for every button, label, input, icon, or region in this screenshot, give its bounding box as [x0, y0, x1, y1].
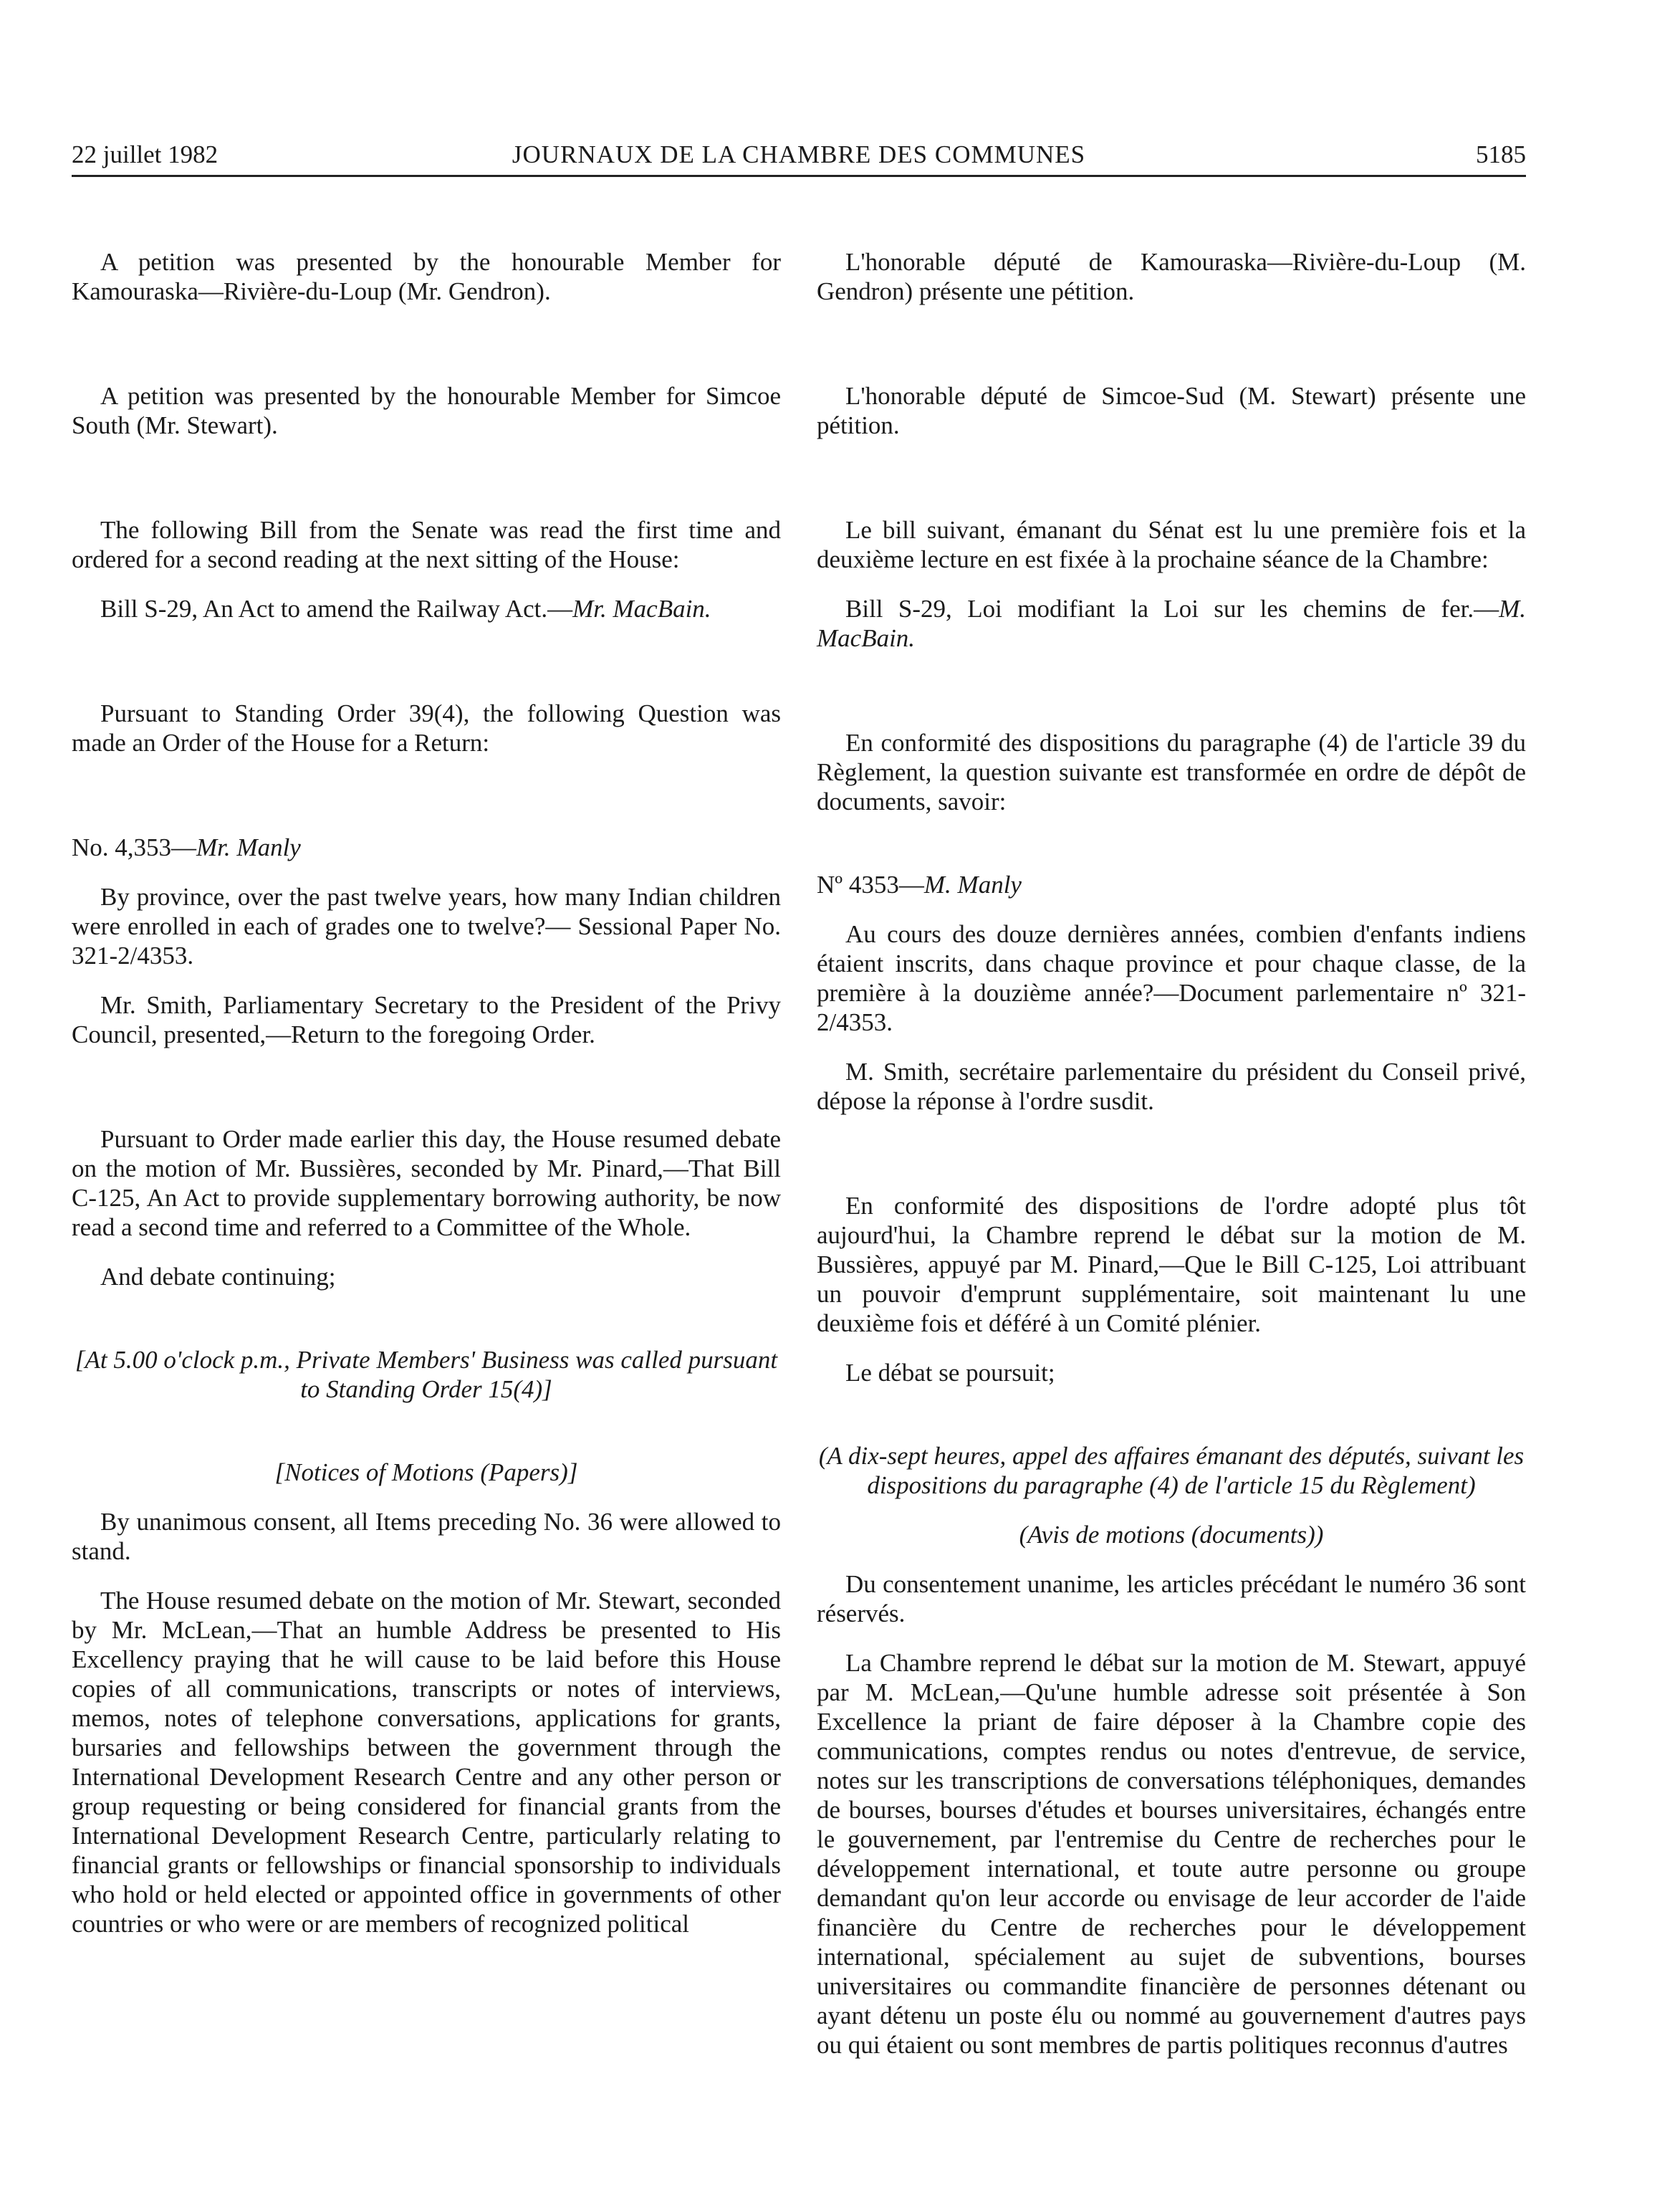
fr-bill-s29: [817, 594, 1526, 653]
en-unanimous-consent: By unanimous consent, all Items preceding No. 36 were allowed to stand.: [72, 1508, 781, 1565]
en-senate-bill-intro: The following Bill from the Senate was read the first time and ordered for a second reading at the next sitting of the House:: [72, 516, 781, 573]
fr-return-presented: M. Smith, secrétaire parlementaire du président du Conseil privé, dépose la réponse à l'ordre susdit.: [817, 1058, 1526, 1115]
fr-bill-s29-sponsor: M. MacBain.: [817, 595, 1526, 652]
english-column: [72, 247, 781, 1938]
en-petition-gendron: A petition was presented by the honourable Member for Kamouraska—Rivière-du-Loup (Mr. Gendron).: [72, 248, 781, 305]
fr-debate-bill-c125: En conformité des dispositions de l'ordre adopté plus tôt aujourd'hui, la Chambre reprend le débat sur la motion de M. Bussières, appuyé par M. Pinard,—Que le Bill C-125, Loi attribuant un pouvoir d'emprunt supplémentaire, soit maintenant lu une deuxième fois et déféré à un Comité plénier.: [817, 1192, 1526, 1337]
en-bill-s29: [72, 594, 781, 623]
en-question-member: Mr. Manly: [196, 833, 301, 861]
en-bill-s29-sponsor: Mr. MacBain.: [572, 595, 711, 623]
fr-bill-s29-text: Bill S-29, Loi modifiant la Loi sur les chemins de fer.—: [845, 595, 1499, 623]
en-motion-stewart: The House resumed debate on the motion of Mr. Stewart, seconded by Mr. McLean,—That an humble Address be presented to His Excellency praying that he will cause to be laid before this House copies of all communications, transcripts or notes of interviews, memos, notes of telephone conversations, applications for grants, bursaries and fellowships between the government through the International Development Research Centre and any other person or group requesting or being considered for financial grants from the International Development Research Centre, particularly relating to financial grants or fellowships or financial sponsorship to individuals who hold or held elected or appointed office in governments of other countries or who were or are members of recognized political: [72, 1587, 781, 1938]
fr-senate-bill-intro: Le bill suivant, émanant du Sénat est lu une première fois et la deuxième lecture en est fixée à la prochaine séance de la Chambre:: [817, 516, 1526, 573]
en-debate-bill-c125: Pursuant to Order made earlier this day, the House resumed debate on the motion of Mr. Bussières, seconded by Mr. Pinard,—That Bill C-125, An Act to provide supplementary borrowing authority, be now read a second time and referred to a Committee of the Whole.: [72, 1125, 781, 1241]
en-private-members-business: [At 5.00 o'clock p.m., Private Members' Business was called pursuant to Standing Order 15(4)]: [75, 1346, 778, 1403]
fr-petition-stewart: L'honorable député de Simcoe-Sud (M. Stewart) présente une pétition.: [817, 382, 1526, 439]
en-question-number: No. 4,353—: [72, 833, 197, 861]
fr-private-members-business: (A dix-sept heures, appel des affaires émanant des députés, suivant les dispositions du paragraphe (4) de l'article 15 du Règlement): [818, 1442, 1525, 1499]
fr-notices-of-motions: (Avis de motions (documents)): [1019, 1521, 1324, 1549]
fr-question-text: Au cours des douze dernières années, combien d'enfants indiens étaient inscrits, dans chaque province et pour chaque classe, de la première à la douzième année?—Document parlementaire nº 321-2/4353.: [817, 920, 1526, 1036]
fr-petition-gendron: L'honorable député de Kamouraska—Rivière-du-Loup (M. Gendron) présente une pétition.: [817, 248, 1526, 305]
en-petition-stewart: A petition was presented by the honourable Member for Simcoe South (Mr. Stewart).: [72, 382, 781, 439]
fr-question-heading: [817, 870, 1526, 899]
header-rule: [72, 175, 1526, 177]
header-page-number: 5185: [1476, 140, 1526, 168]
header-date: 22 juillet 1982: [72, 140, 219, 168]
en-notices-of-motions: [Notices of Motions (Papers)]: [274, 1458, 578, 1486]
fr-debate-continuing: Le débat se poursuit;: [845, 1359, 1055, 1387]
fr-question-member: M. Manly: [923, 871, 1022, 899]
header-journal-title: JOURNAUX DE LA CHAMBRE DES COMMUNES: [512, 140, 1086, 168]
en-return-presented: Mr. Smith, Parliamentary Secretary to the President of the Privy Council, presented,—Return to the foregoing Order.: [72, 991, 781, 1048]
french-column: [817, 247, 1526, 2060]
fr-motion-stewart: La Chambre reprend le débat sur la motion de M. Stewart, appuyé par M. McLean,—Qu'une humble adresse soit présentée à Son Excellence la priant de faire déposer à la Chambre copie des communications, comptes rendus ou notes d'entrevue, de service, notes sur les transcriptions de conversations téléphoniques, demandes de bourses, bourses d'études et bourses universitaires, échangés entre le gouvernement, par l'entremise du Centre de recherches pour le développement international, et toute autre personne ou groupe demandant qu'on leur accorde ou envisage de leur accorder de l'aide financière du Centre de recherches pour le développement international, spécialement au sujet de subventions, bourses universitaires ou commandite financière de personnes détenant ou ayant détenu un poste élu ou nommé au gouvernement d'autres pays ou qui étaient ou sont membres de partis politiques reconnus d'autres: [817, 1649, 1526, 2059]
en-question-heading: [72, 833, 781, 862]
en-debate-continuing: And debate continuing;: [100, 1263, 336, 1291]
page-header: [72, 140, 1526, 176]
fr-unanimous-consent: Du consentement unanime, les articles précédant le numéro 36 sont réservés.: [817, 1570, 1526, 1627]
en-question-text: By province, over the past twelve years, how many Indian children were enrolled in each of grades one to twelve?— Sessional Paper No. 321-2/4353.: [72, 883, 781, 970]
fr-standing-order-39: En conformité des dispositions du paragraphe (4) de l'article 39 du Règlement, la question suivante est transformée en ordre de dépôt de documents, savoir:: [817, 729, 1526, 816]
fr-question-number: Nº 4353—: [817, 871, 924, 899]
en-standing-order-39: Pursuant to Standing Order 39(4), the following Question was made an Order of the House for a Return:: [72, 699, 781, 757]
en-bill-s29-text: Bill S-29, An Act to amend the Railway Act.—: [100, 595, 573, 623]
